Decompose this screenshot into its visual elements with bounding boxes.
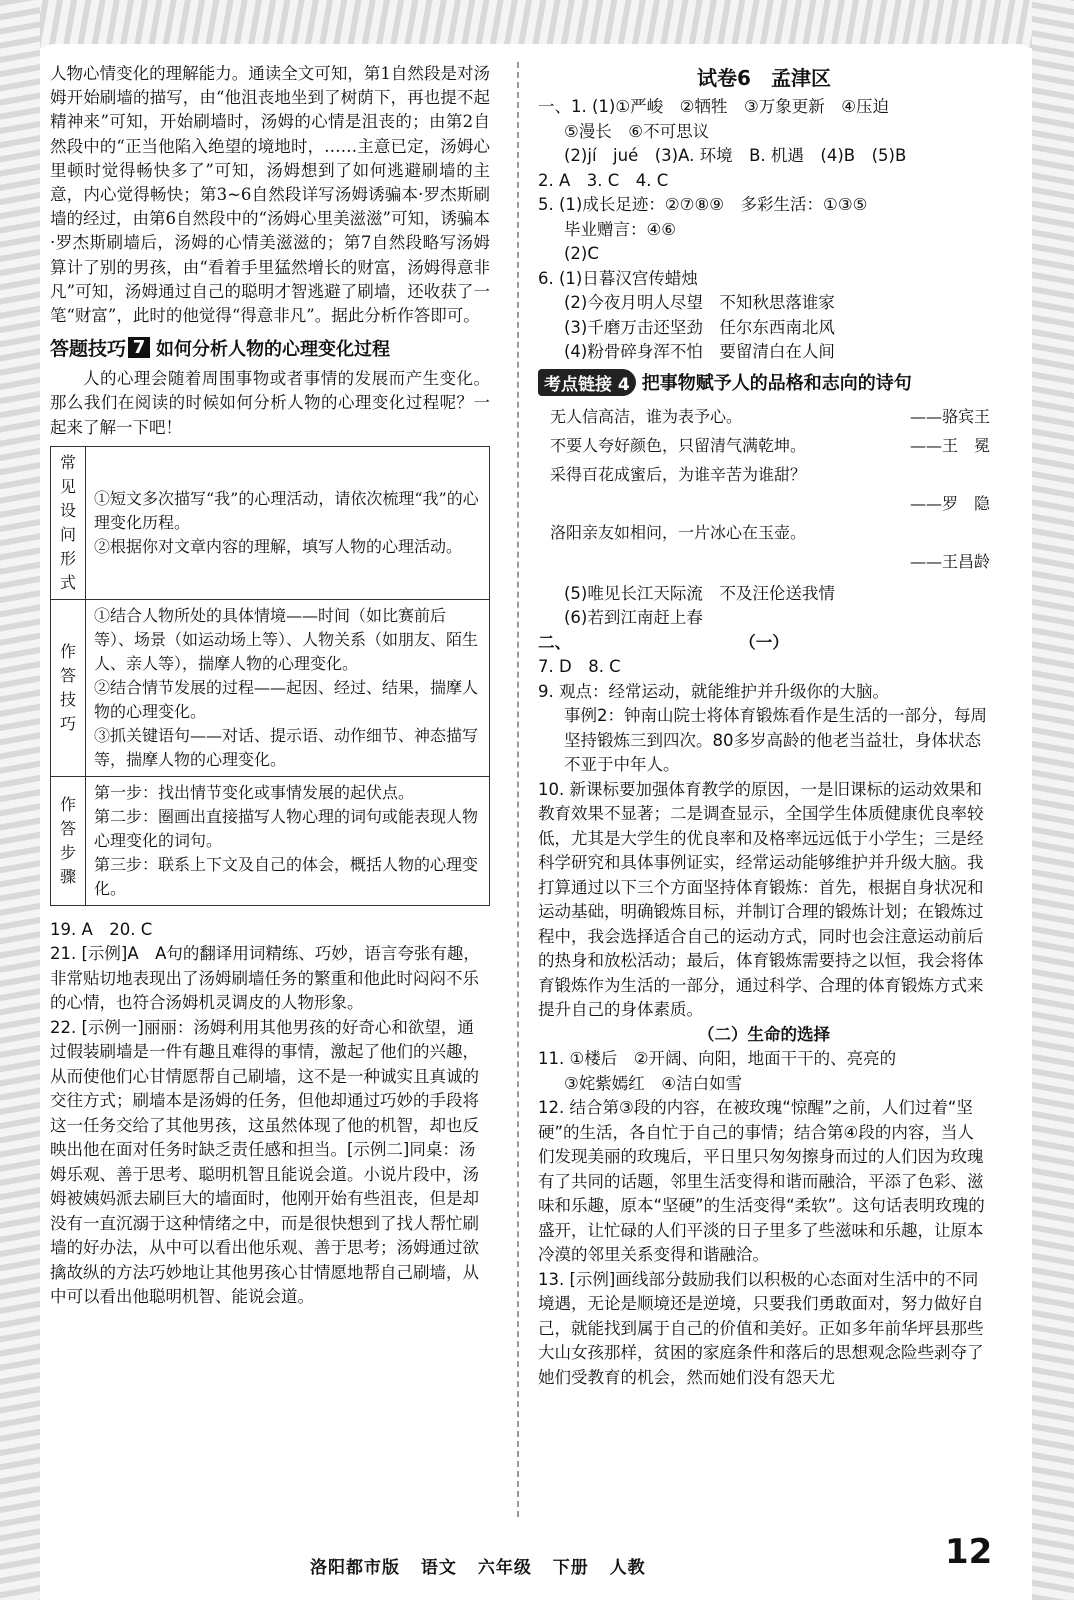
answer-9-line: 事例2：钟南山院士将体育锻炼看作是生活的一部分，每周坚持锻炼三到四次。80多岁高龄的他老当益壮，身体状态不亚于中年人。 [564, 706, 987, 774]
table-row [51, 776, 490, 905]
row-line: ②根据你对文章内容的理解，填写人物的心理活动。 [94, 536, 463, 556]
row-line: ③抓关键语句——对话、提示语、动作细节、神态描写等，揣摩人物的心理变化。 [94, 725, 479, 769]
row-line: 第三步：联系上下文及自己的体会，概括人物的心理变化。 [94, 854, 479, 898]
row-line: ①结合人物所处的具体情境——时间（如比赛前后等）、场景（如运动场上等）、人物关系（如朋友、陌生人、亲人等），揣摩人物的心理变化。 [94, 605, 479, 673]
row-line: 第二步：圈画出直接描写人物心理的词句或能表现人物心理变化的词句。 [94, 806, 479, 850]
section-two-heading [538, 631, 990, 656]
section-two-sub: （一） [739, 632, 789, 652]
row-header: 作答步骤 [51, 776, 86, 905]
answer-5-line: (2)C [564, 244, 599, 263]
decorative-border-right [1032, 0, 1074, 1600]
answer-2-4: 2. A 3. C 4. C [538, 170, 669, 190]
row-header: 作答技巧 [51, 599, 86, 776]
row-body [86, 599, 490, 776]
answer-6-line: (6)若到江南赶上春 [564, 608, 703, 627]
poem-author: ——罗 隐 [909, 493, 990, 513]
answer-6-line: 6. (1)日暮汉宫传蜡烛 [538, 268, 698, 288]
section-life-choice: （二）生命的选择 [698, 1024, 830, 1044]
answer-1-line: 一、1. (1)①严峻 ②牺牲 ③万象更新 ④压迫 [538, 97, 890, 116]
poem-line: 采得百花成蜜后，为谁辛苦为谁甜？ [550, 464, 807, 484]
section-two-label: 二、 [538, 632, 571, 652]
answer-6-line: (2)今夜月明人尽望 不知秋思落谁家 [564, 293, 835, 312]
answer-13: 13. [示例]画线部分鼓励我们以积极的心态面对生活中的不同境遇，无论是顺境还是逆境，只要我们勇敢面对，努力做好自己，就能找到属于自己的价值和美好。正如多年前华坪县那些大山女孩那样，贫困的家庭条件和落后的思想观念险些剥夺了她们受教育的机会，然而她们没有怨天尤 [538, 1269, 984, 1387]
answer-6-line: (3)千磨万击还坚劲 任尔东西南北风 [564, 317, 835, 337]
answer-11-line: 11. ①楼后 ②开阔、向阳，地面干干的、亮亮的 [538, 1049, 897, 1068]
answer-5-line: 5. (1)成长足迹：②⑦⑧⑨ 多彩生活：①③⑤ [538, 195, 868, 214]
answer-1-line: ⑤漫长 ⑥不可思议 [564, 121, 710, 141]
answer-22: 22. [示例一]丽丽：汤姆利用其他男孩的好奇心和欲望，通过假装刷墙是一件有趣且难得的事情，激起了他们的兴趣，从而使他们心甘情愿帮自己刷墙，这不是一种诚实且真诚的交往方式；刷墙本是汤姆的任务，但他却通过巧妙的手段将这一任务交给了其他男孩，这虽然体现了他的机智，却也反映出他在面对任务时缺乏责任感和担当。[示例二]同桌：汤姆乐观、善于思考、聪明机智且能说会道。小说片段中，汤姆被姨妈派去刷巨大的墙面时，他刚开始有些沮丧，但是却没有一直沉溺于这种情绪之中，而是很快想到了找人帮忙刷墙的好办法，从中可以看出他乐观、善于思考；汤姆通过欲擒故纵的方法巧妙地让其他男孩心甘情愿地帮自己刷墙，从中可以看出他聪明机智、能说会道。 [50, 1017, 479, 1307]
poem-author: ——王昌龄 [909, 551, 990, 571]
tip-table [50, 446, 490, 906]
page-footer: 洛阳都市版 语文 六年级 下册 人教 [310, 1558, 646, 1578]
row-line: ①短文多次描写“我”的心理活动，请依次梳理“我”的心理变化历程。 [94, 488, 479, 532]
answer-6-line: (5)唯见长江天际流 不及汪伦送我情 [564, 583, 835, 603]
tip-intro: 人的心理会随着周围事物或者事情的发展而产生变化。那么我们在阅读的时候如何分析人物的心理变化过程呢？一起来了解一下吧！ [50, 369, 490, 437]
answer-9-line: 9. 观点：经常运动，就能维护并升级你的大脑。 [538, 681, 889, 701]
table-row [51, 599, 490, 776]
answer-1-line: (2)jí jué (3)A. 环境 B. 机遇 (4)B (5)B [564, 146, 907, 165]
answer-21: 21. [示例]A A句的翻译用词精练、巧妙，语言夸张有趣，非常贴切地表现出了汤姆刷墙任务的繁重和他此时闷闷不乐的心情，也符合汤姆机灵调皮的人物形象。 [50, 944, 480, 1013]
answer-6-line: (4)粉骨碎身浑不怕 要留清白在人间 [564, 342, 835, 361]
table-row [51, 446, 490, 599]
answer-7-8: 7. D 8. C [538, 657, 621, 676]
analysis-paragraph: 人物心情变化的理解能力。通读全文可知，第1自然段是对汤姆开始刷墙的描写，由“他沮丧地坐到了树荫下，再也提不起精神来”可知，开始刷墙时，汤姆的心情是沮丧的；由第2自然段中的“正当他陷入绝望的境地时，……主意已定，汤姆心里顿时觉得畅快多了”可知，汤姆想到了如何逃避刷墙的主意，内心觉得畅快；第3~6自然段详写汤姆诱骗本·罗杰斯刷墙的经过，由第6自然段中的“汤姆心里美滋滋”可知，诱骗本·罗杰斯刷墙后，汤姆的心情美滋滋的；第7自然段略写汤姆算计了别的男孩，由“看着手里猛然增长的财富，汤姆得意非凡”可知，汤姆通过自己的聪明才智逃避了刷墙，还收获了一笔“财富”，此时的他觉得“得意非凡”。据此分析作答即可。 [50, 64, 490, 326]
row-line: 第一步：找出情节变化或事情发展的起伏点。 [94, 782, 415, 802]
tip-title: 如何分析人物的心理变化过程 [156, 338, 391, 360]
left-column [50, 62, 490, 1310]
row-body [86, 776, 490, 905]
decorative-border-left [0, 0, 40, 1600]
tip-label: 答题技巧 [50, 338, 127, 361]
row-header: 常见设问形式 [51, 446, 86, 599]
answer-11-line: ③姹紫嫣红 ④洁白如雪 [564, 1073, 743, 1093]
row-line: ②结合情节发展的过程——起因、经过、结果，揣摩人物的心理变化。 [94, 677, 479, 721]
answer-19-20: 19. A 20. C [50, 919, 153, 939]
knowledge-link-title: 把事物赋予人的品格和志向的诗句 [641, 373, 912, 394]
column-divider [517, 62, 519, 1517]
answer-10: 10. 新课标要加强体育教学的原因，一是旧课标的运动效果和教育效果不显著；二是调查显示，全国学生体质健康优良率较低，尤其是大学生的优良率和及格率远远低于小学生；三是经科学研究和具体事例证实，经常运动能够维护并升级大脑。我打算通过以下三个方面坚持体育锻炼：首先，根据自身状况和运动基础，明确锻炼目标，并制订合理的锻炼计划；在锻炼过程中，我会选择适合自己的运动方式，同时也会注意运动前后的热身和放松活动；最后，体育锻炼需要持之以恒，我会将体育锻炼作为生活的一部分，通过科学、合理的体育锻炼方式来提升自己的身体素质。 [538, 779, 984, 1019]
poem-line: 不要人夸好颜色，只留清气满乾坤。 ——王 冕 [550, 435, 990, 455]
answer-12: 12. 结合第③段的内容，在被玫瑰“惊醒”之前，人们过着“坚硬”的生活，各自忙于自己的事情；结合第④段的内容，当人们发现美丽的玫瑰后，平日里只匆匆擦身而过的人们因为玫瑰有了共同的话题，邻里生活变得和谐而融洽，平添了色彩、滋味和乐趣，原本“坚硬”的生活变得“柔软”。这句话表明玫瑰的盛开，让忙碌的人们平淡的日子里多了些滋味和乐趣，让原本冷漠的邻里关系变得和谐融洽。 [538, 1098, 985, 1264]
answer-5-line: 毕业赠言：④⑥ [564, 219, 677, 239]
knowledge-link-heading [538, 369, 990, 396]
paper-title: 试卷6 孟津区 [697, 66, 831, 90]
poem-line: 无人信高洁，谁为表予心。 ——骆宾王 [550, 406, 990, 426]
right-column [538, 62, 990, 1390]
decorative-border-top [0, 0, 1074, 48]
tip-number: 7 [128, 337, 150, 358]
row-body [86, 446, 490, 599]
tip-heading [50, 334, 490, 361]
page-number: 12 [945, 1532, 993, 1572]
knowledge-link-badge: 考点链接 4 [538, 369, 636, 396]
poem-line: 洛阳亲友如相问，一片冰心在玉壶。 [550, 522, 807, 542]
